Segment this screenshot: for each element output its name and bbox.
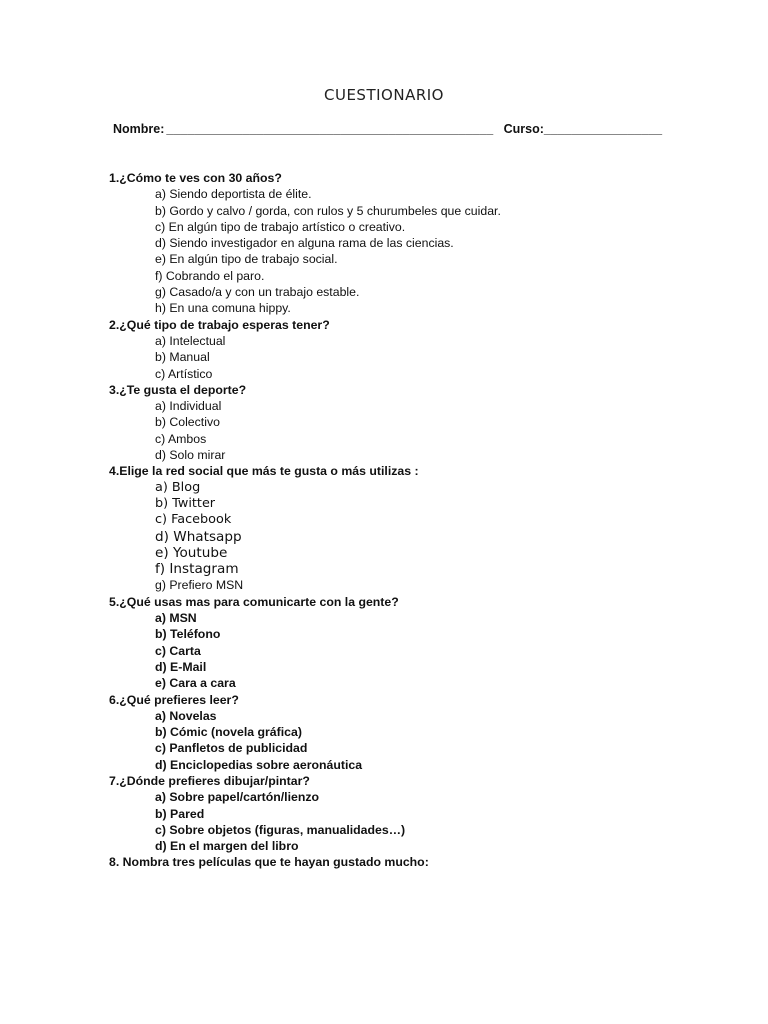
option-7a: a) Sobre papel/cartón/lienzo (155, 790, 319, 805)
option-4e: e) Youtube (155, 544, 228, 561)
option-3a: a) Individual (155, 399, 222, 414)
option-2b: b) Manual (155, 350, 210, 365)
question-1: 1.¿Cómo te ves con 30 años? (109, 171, 282, 185)
question-8: 8. Nombra tres películas que te hayan gustado mucho: (109, 855, 429, 870)
option-4f: f) Instagram (155, 561, 239, 578)
option-5e: e) Cara a cara (155, 676, 236, 691)
question-6: 6.¿Qué prefieres leer? (109, 692, 239, 707)
document-title: CUESTIONARIO (324, 86, 444, 104)
name-course-line (113, 122, 662, 136)
option-2a: a) Intelectual (155, 333, 226, 348)
nombre-label: Nombre: (113, 122, 165, 136)
option-1h: h) En una comuna hippy. (155, 301, 291, 316)
option-6b: b) Cómic (novela gráfica) (155, 725, 302, 740)
curso-label: Curso: (503, 122, 544, 136)
question-3: 3.¿Te gusta el deporte? (109, 382, 247, 397)
option-1b: b) Gordo y calvo / gorda, con rulos y 5 churumbeles que cuidar. (155, 203, 501, 218)
option-7b: b) Pared (155, 806, 205, 821)
question-5: 5.¿Qué usas mas para comunicarte con la gente? (109, 594, 399, 609)
question-4: 4.Elige la red social que más te gusta o más utilizas : (109, 464, 419, 479)
question-2: 2.¿Qué tipo de trabajo esperas tener? (109, 317, 330, 332)
option-2c: c) Artístico (155, 366, 213, 381)
questions-list (109, 170, 709, 871)
option-5b: b) Teléfono (155, 627, 221, 642)
option-3d: d) Solo mirar (155, 448, 226, 463)
option-1e: e) En algún tipo de trabajo social. (155, 252, 338, 267)
option-4b: b) Twitter (155, 495, 216, 511)
option-1a: a) Siendo deportista de élite. (155, 187, 312, 202)
option-1f: f) Cobrando el paro. (155, 268, 265, 283)
option-4c: c) Facebook (155, 512, 232, 528)
option-6d: d) Enciclopedias sobre aeronáutica (155, 757, 363, 772)
option-1g: g) Casado/a y con un trabajo estable. (155, 285, 360, 300)
option-5c: c) Carta (155, 643, 201, 658)
option-7d: d) En el margen del libro (155, 839, 299, 854)
option-6a: a) Novelas (155, 708, 217, 723)
option-4g: g) Prefiero MSN (155, 578, 244, 593)
option-1d: d) Siendo investigador en alguna rama de las ciencias. (155, 236, 454, 251)
nombre-blank: _______________________________________________ (166, 122, 494, 136)
option-6c: c) Panfletos de publicidad (155, 741, 308, 756)
option-1c: c) En algún tipo de trabajo artístico o creativo. (155, 219, 406, 234)
option-5d: d) E-Mail (155, 659, 207, 674)
option-5a: a) MSN (155, 611, 197, 626)
option-3c: c) Ambos (155, 431, 207, 446)
option-4a: a) Blog (155, 479, 201, 495)
question-7: 7.¿Dónde prefieres dibujar/pintar? (109, 773, 310, 788)
option-4d: d) Whatsapp (155, 528, 242, 545)
curso-blank: _________________ (543, 122, 663, 136)
option-3b: b) Colectivo (155, 415, 220, 430)
option-7c: c) Sobre objetos (figuras, manualidades…) (155, 822, 406, 837)
